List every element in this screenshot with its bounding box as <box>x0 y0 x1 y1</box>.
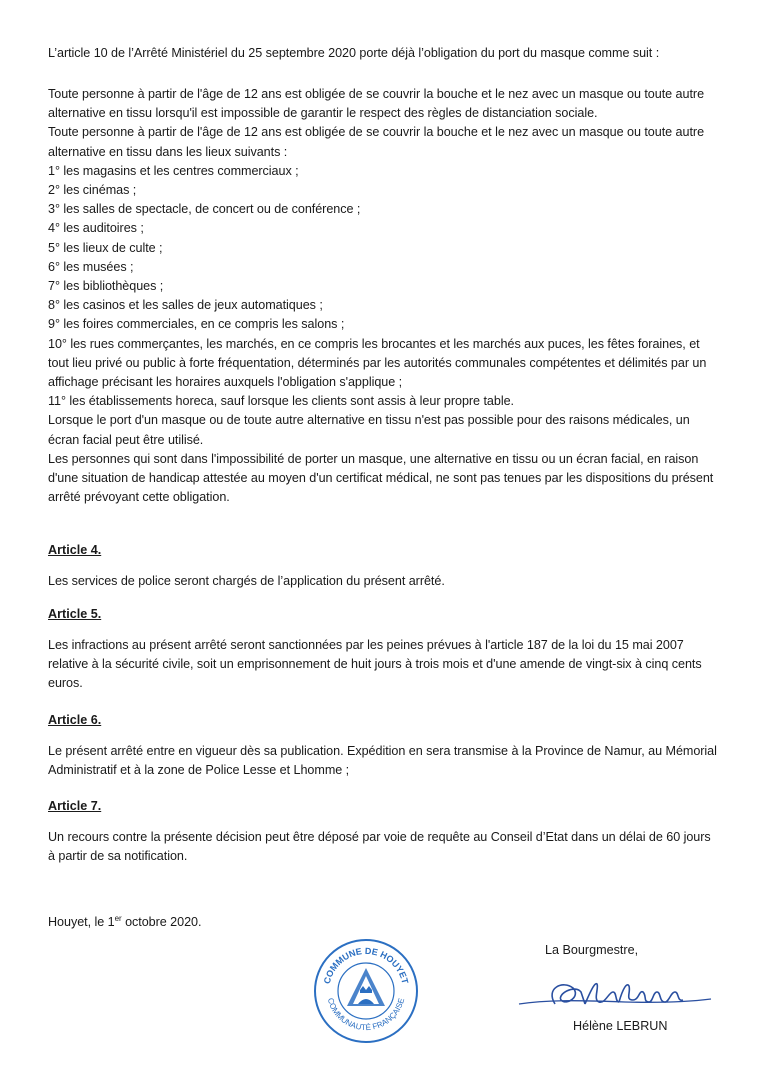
article-5-text <box>48 636 720 694</box>
article-6-heading: Article 6. <box>48 713 102 727</box>
handwritten-signature <box>515 970 715 1020</box>
list-item: 2° les cinémas ; <box>48 183 137 198</box>
commune-seal <box>313 938 419 1044</box>
article-6-body: Le présent arrêté entre en vigueur dès sa publication. Expédition en sera transmise à la Province de Namur, au Mémorial Administratif et à la zone de Police Lesse et Lhomme ; <box>48 744 717 778</box>
list-item: 10° les rues commerçantes, les marchés, en ce compris les brocantes et les marchés aux puces, les fêtes foraines, et tout lieu privé ou public à forte fréquentation, déterminés par les autorités communales compétentes et délimités par un affichage précisant les horaires auxquels l'obligation s'applique ; <box>48 336 707 390</box>
signatory-name: Hélène LEBRUN <box>573 1019 668 1033</box>
article-4-text <box>48 572 720 591</box>
article-6-text <box>48 742 720 780</box>
article-7-body: Un recours contre la présente décision peut être déposé par voie de requête au Conseil d’Etat dans un délai de 60 jours à partir de sa notification. <box>48 830 711 864</box>
list-item: 9° les foires commerciales, en ce compris les salons ; <box>48 317 345 332</box>
date-day-suffix: er <box>114 913 122 923</box>
paragraph-3: Lorsque le port d'un masque ou de toute autre alternative en tissu n'est pas possible pour des raisons médicales, un écran facial peut être utilisé. <box>48 413 690 447</box>
article-5-heading: Article 5. <box>48 607 102 621</box>
article-7-heading: Article 7. <box>48 799 102 813</box>
seal-top-text: COMMUNE DE HOUYET <box>321 945 411 985</box>
article-5-body: Les infractions au présent arrêté seront sanctionnées par les peines prévues à l'article 187 de la loi du 15 mai 2007 relative à la sécurité civile, soit un emprisonnement de huit jours à trois mois et d'une amende de vingt-six à cinq cents euros. <box>48 638 702 691</box>
list-item: 1° les magasins et les centres commerciaux ; <box>48 163 299 178</box>
list-item: 8° les casinos et les salles de jeux automatiques ; <box>48 298 323 313</box>
place-date <box>48 913 720 932</box>
list-item: 11° les établissements horeca, sauf lorsque les clients sont assis à leur propre table. <box>48 394 514 409</box>
paragraph-2: Toute personne à partir de l'âge de 12 ans est obligée de se couvrir la bouche et le nez avec un masque ou toute autre alternative en tissu dans les lieux suivants : <box>48 125 705 159</box>
article-7-text <box>48 828 720 866</box>
obligation-block <box>48 85 720 507</box>
intro-text: L’article 10 de l’Arrêté Ministériel du 25 septembre 2020 porte déjà l’obligation du port du masque comme suit : <box>48 46 660 60</box>
intro-paragraph <box>48 44 720 63</box>
seal-bottom-text: COMMUNAUTÉ FRANÇAISE <box>325 997 407 1033</box>
article-4-heading: Article 4. <box>48 543 102 557</box>
seal-emblem-icon <box>347 968 385 1006</box>
date-place: Houyet, le 1 <box>48 915 115 929</box>
paragraph-1: Toute personne à partir de l'âge de 12 ans est obligée de se couvrir la bouche et le nez avec un masque ou toute autre alternative en tissu lorsqu'il est impossible de garantir le respect des règles de distanciation sociale. <box>48 87 705 121</box>
paragraph-4: Les personnes qui sont dans l'impossibilité de porter un masque, une alternative en tissu ou un écran facial, en raison d'une situation de handicap attestée au moyen d'un certificat médical, ne sont pas tenues par les dispositions du présent arrêté prévoyant cette obligation. <box>48 451 714 505</box>
list-item: 4° les auditoires ; <box>48 221 144 236</box>
list-item: 3° les salles de spectacle, de concert ou de conférence ; <box>48 202 361 217</box>
date-rest: octobre 2020. <box>121 915 202 929</box>
article-4-body: Les services de police seront chargés de l’application du présent arrêté. <box>48 574 445 588</box>
list-item: 5° les lieux de culte ; <box>48 240 163 255</box>
signatory-role: La Bourgmestre, <box>545 943 639 957</box>
list-item: 6° les musées ; <box>48 259 134 274</box>
list-item: 7° les bibliothèques ; <box>48 279 164 294</box>
